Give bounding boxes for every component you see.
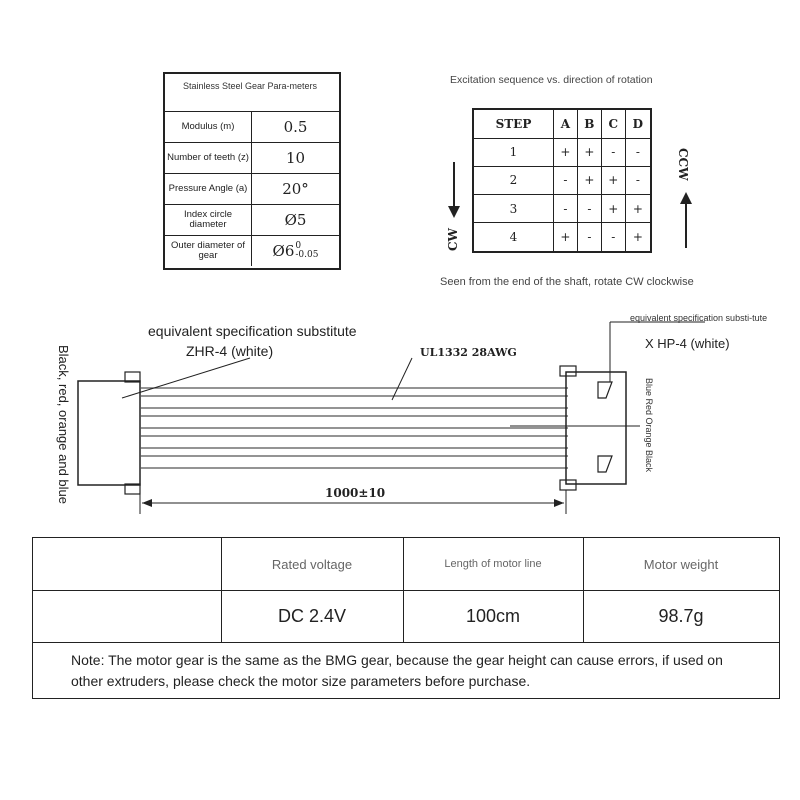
excitation-cell: 2: [473, 166, 553, 194]
excitation-title: Excitation sequence vs. direction of rotation: [450, 74, 653, 86]
gear-label: Pressure Angle (a): [165, 174, 252, 204]
excitation-cell: -: [577, 223, 601, 252]
left-substitute-label: equivalent specification substitute: [148, 323, 357, 339]
cw-label: CW: [446, 228, 460, 252]
bottom-band: [0, 735, 800, 800]
left-connector: [78, 381, 140, 485]
excitation-cell: +: [553, 138, 577, 166]
outer-diameter-base: Ø6: [272, 242, 295, 260]
excitation-cell: 3: [473, 195, 553, 223]
right-substitute-label: equivalent specification substi-tute: [630, 313, 768, 323]
cable-wires: [140, 388, 568, 468]
left-connector-label: ZHR-4 (white): [186, 343, 274, 359]
excitation-header-cell: STEP: [473, 109, 553, 138]
excitation-header-cell: A: [553, 109, 577, 138]
excitation-cell: +: [625, 195, 651, 223]
excitation-cell: +: [601, 195, 625, 223]
excitation-cell: +: [577, 138, 601, 166]
excitation-cell: -: [577, 195, 601, 223]
excitation-cell: -: [601, 138, 625, 166]
motor-line-length-value: 100cm: [465, 605, 521, 626]
left-wire-colors: Black, red, orange and blue: [56, 345, 71, 504]
gear-label: Index circle diameter: [165, 205, 252, 235]
gear-label: Outer diameter of gear: [165, 236, 252, 266]
excitation-cell: 4: [473, 223, 553, 252]
excitation-header-cell: C: [601, 109, 625, 138]
excitation-cell: +: [577, 166, 601, 194]
cable-length-label: 1000±10: [325, 486, 386, 500]
gear-label: Modulus (m): [165, 112, 252, 142]
rated-voltage-header: Rated voltage: [271, 556, 353, 572]
excitation-cell: -: [601, 223, 625, 252]
motor-weight-header: Motor weight: [643, 556, 719, 572]
gear-value: 10: [285, 149, 306, 167]
gear-value: 20°: [282, 180, 309, 198]
ccw-label: CCW: [676, 148, 690, 181]
excitation-header-cell: D: [625, 109, 651, 138]
gear-value: Ø5: [284, 211, 307, 229]
excitation-header-cell: B: [577, 109, 601, 138]
purchase-note: Note: The motor gear is the same as the BMG gear, because the gear height can cause errors, if used on other extruders, please check the motor size parameters before purchase.: [71, 652, 723, 689]
tolerance-lower: -0.05: [295, 250, 319, 260]
excitation-cell: -: [625, 166, 651, 194]
excitation-cell: +: [625, 223, 651, 252]
right-connector-label: X HP-4 (white): [645, 336, 730, 351]
excitation-cell: +: [553, 223, 577, 252]
motor-line-length-header: Length of motor line: [444, 558, 542, 570]
gear-label: Number of teeth (z): [165, 143, 252, 173]
spec-table: [32, 537, 780, 699]
gear-value: 0.5: [283, 118, 308, 136]
motor-weight-value: 98.7g: [658, 605, 704, 626]
gear-table-title: Stainless Steel Gear Para-meters: [165, 74, 339, 112]
excitation-cell: -: [553, 166, 577, 194]
tolerance-upper: 0: [295, 241, 302, 251]
excitation-cell: +: [601, 166, 625, 194]
rated-voltage-value: DC 2.4V: [277, 605, 347, 626]
excitation-cell: -: [553, 195, 577, 223]
excitation-cell: -: [625, 138, 651, 166]
right-connector: [566, 372, 626, 484]
rotation-note: Seen from the end of the shaft, rotate CW clockwise: [440, 276, 694, 288]
divider: [33, 642, 779, 643]
right-wire-colors: Blue Red Orange Black: [644, 378, 654, 473]
wire-spec-label: UL1332 28AWG: [420, 346, 517, 359]
excitation-cell: 1: [473, 138, 553, 166]
